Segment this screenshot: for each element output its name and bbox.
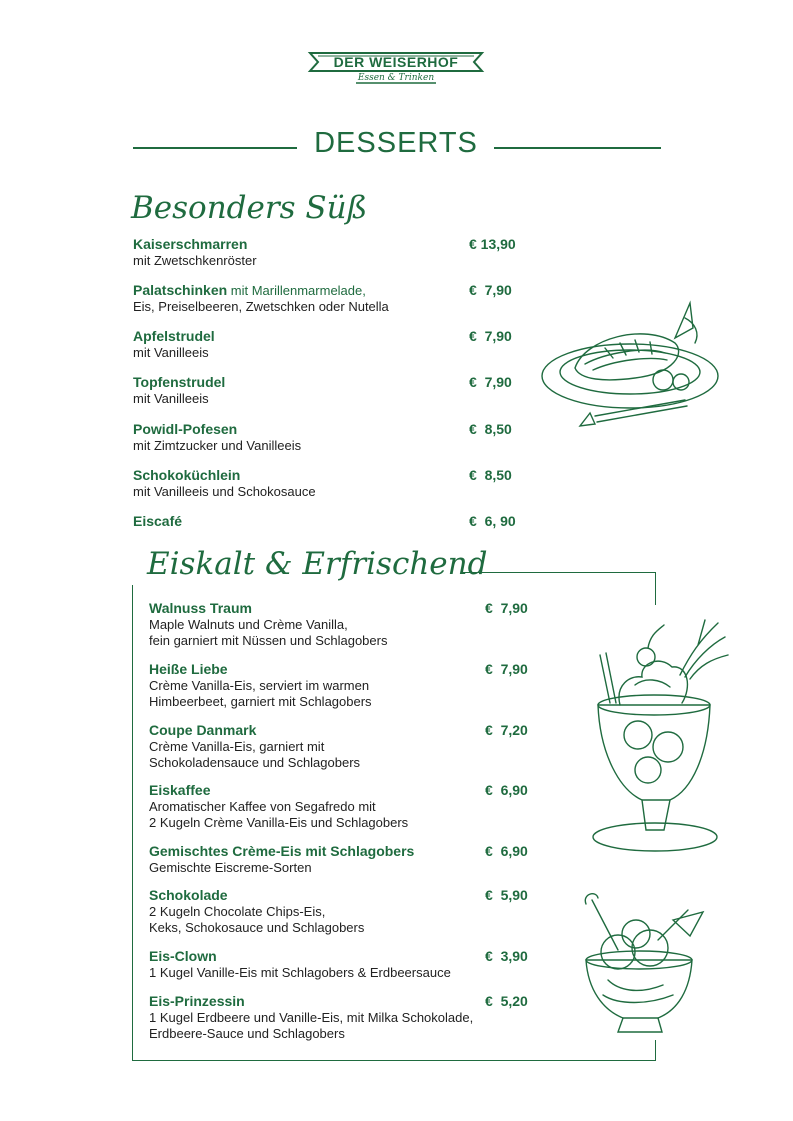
- item-inline-desc: mit Marillenmarmelade,: [227, 283, 366, 298]
- item-name: Schokoküchlein: [133, 467, 241, 483]
- frame-left: [132, 585, 133, 1061]
- frame-right-bottom: [655, 1040, 656, 1061]
- item-desc: mit Vanilleeis: [133, 391, 209, 406]
- menu-item: [149, 993, 473, 1042]
- item-price: € 7,90: [469, 282, 512, 298]
- page-title: DESSERTS: [314, 127, 478, 159]
- menu-item: [149, 887, 364, 936]
- item-name: Apfelstrudel: [133, 328, 215, 344]
- item-desc: 1 Kugel Vanille-Eis mit Schlagobers & Erdbeersauce: [149, 965, 451, 980]
- item-name: Eis-Prinzessin: [149, 993, 245, 1009]
- item-name: Kaiserschmarren: [133, 236, 248, 252]
- item-name: Powidl-Pofesen: [133, 421, 238, 437]
- item-price: € 5,20: [485, 993, 528, 1009]
- frame-bottom: [132, 1060, 656, 1061]
- item-price: € 7,90: [469, 328, 512, 344]
- sundae-glass-sketch-icon: [580, 615, 730, 870]
- title-rule-right: [494, 147, 661, 149]
- section-title-besonders-suess: Besonders Süß: [131, 190, 368, 226]
- item-name: Eiscafé: [133, 513, 183, 529]
- menu-item: [133, 374, 225, 407]
- item-desc: mit Vanilleeis und Schokosauce: [133, 484, 316, 499]
- menu-item: [133, 421, 301, 454]
- item-price: € 8,50: [469, 467, 512, 483]
- menu-item: [133, 282, 389, 315]
- item-desc: Erdbeere-Sauce und Schlagobers: [149, 1026, 345, 1041]
- menu-item: [149, 661, 372, 710]
- item-desc: Maple Walnuts und Crème Vanilla,: [149, 617, 348, 632]
- item-desc: 1 Kugel Erdbeere und Vanille-Eis, mit Milka Schokolade,: [149, 1010, 474, 1025]
- item-desc: fein garniert mit Nüssen und Schlagobers: [149, 633, 388, 648]
- item-desc: Aromatischer Kaffee von Segafredo mit: [149, 799, 376, 814]
- item-name: Coupe Danmark: [149, 722, 257, 738]
- frame-top: [463, 572, 656, 573]
- item-name: Topfenstrudel: [133, 374, 226, 390]
- item-desc: 2 Kugeln Crème Vanilla-Eis und Schlagobers: [149, 815, 409, 830]
- menu-item: [133, 236, 257, 269]
- item-price: € 6,90: [485, 782, 528, 798]
- logo-name: DER WEISERHOF: [333, 54, 459, 70]
- item-desc: Crème Vanilla-Eis, garniert mit: [149, 739, 325, 754]
- item-name: Gemischtes Crème-Eis mit Schlagobers: [149, 843, 415, 859]
- item-price: € 8,50: [469, 421, 512, 437]
- menu-item: [149, 600, 387, 649]
- item-desc: Schokoladensauce und Schlagobers: [149, 755, 361, 770]
- menu-item: [149, 722, 360, 771]
- item-desc: Crème Vanilla-Eis, serviert im warmen: [149, 678, 370, 693]
- item-desc: mit Vanilleeis: [133, 345, 209, 360]
- logo-tagline: Essen & Trinken: [357, 73, 435, 83]
- title-rule-left: [133, 147, 297, 149]
- section-title-eiskalt: Eiskalt & Erfrischend: [147, 546, 488, 582]
- item-price: € 6,90: [485, 843, 528, 859]
- item-name: [133, 282, 389, 299]
- kaiserschmarren-sketch-icon: [535, 298, 725, 440]
- menu-item: [133, 467, 316, 500]
- menu-item: [133, 513, 182, 530]
- item-price: € 6, 90: [469, 513, 516, 529]
- item-price: € 13,90: [469, 236, 516, 252]
- item-desc: mit Zwetschkenröster: [133, 253, 257, 268]
- item-desc: Eis, Preiselbeeren, Zwetschken oder Nutella: [133, 299, 389, 314]
- item-price: € 7,90: [485, 661, 528, 677]
- item-price: € 7,90: [485, 600, 528, 616]
- item-price: € 7,90: [469, 374, 512, 390]
- item-name: Walnuss Traum: [149, 600, 252, 616]
- item-desc: 2 Kugeln Chocolate Chips-Eis,: [149, 904, 326, 919]
- item-desc: Keks, Schokosauce und Schlagobers: [149, 920, 365, 935]
- logo: [306, 50, 486, 90]
- item-name: Heiße Liebe: [149, 661, 228, 677]
- menu-item: [149, 782, 408, 831]
- menu-item: [133, 328, 215, 361]
- item-desc: mit Zimtzucker und Vanilleeis: [133, 438, 302, 453]
- item-name: Eiskaffee: [149, 782, 211, 798]
- item-name: Schokolade: [149, 887, 228, 903]
- item-desc: Himbeerbeet, garniert mit Schlagobers: [149, 694, 372, 709]
- item-desc: Gemischte Eiscreme-Sorten: [149, 860, 312, 875]
- item-price: € 3,90: [485, 948, 528, 964]
- frame-right-top: [655, 572, 656, 605]
- ice-cream-cup-sketch-icon: [578, 890, 708, 1040]
- item-name-text: Palatschinken: [133, 282, 228, 298]
- item-name: Eis-Clown: [149, 948, 217, 964]
- menu-item: [149, 948, 451, 981]
- item-price: € 5,90: [485, 887, 528, 903]
- item-price: € 7,20: [485, 722, 528, 738]
- menu-item: [149, 843, 414, 876]
